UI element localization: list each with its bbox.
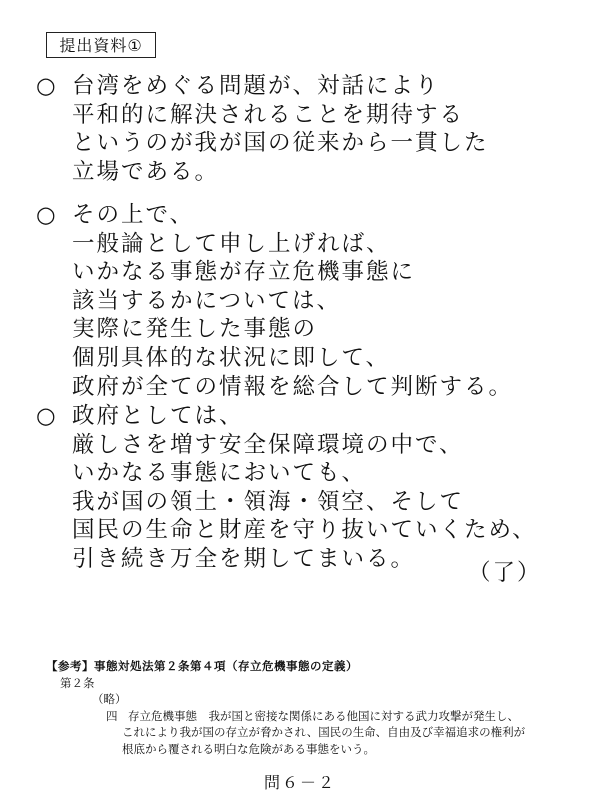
reference-item-line: 根底から覆される明白な危険がある事態をいう。 [122,741,375,756]
page-number: 問６－２ [263,773,336,792]
bullet-circle: ○ [36,202,58,228]
paragraph-line: 該当するかについては、 [72,287,342,314]
paragraph-line: というのが我が国の従来から一貫した [72,130,489,157]
paragraph-1 [36,72,576,186]
reference-omitted: （略） [92,692,127,706]
reference-section [46,658,566,757]
reference-article: 第２条 [60,675,95,690]
paragraph-line: 引き続き万全を期してまいる。 [72,545,416,572]
bullet-circle: ○ [36,73,58,99]
reference-item [46,708,566,725]
reference-item-number: 四 [106,708,118,723]
paragraph-line: 一般論として申し上げれば、 [72,230,391,257]
paragraph-line: 我が国の領土・領海・領空、そして [72,488,465,515]
paragraph-line: 台湾をめぐる問題が、対話により [72,73,440,99]
paragraph-line: いかなる事態においても、 [72,460,367,487]
reference-item-line: これにより我が国の存立が脅かされ、国民の生命、自由及び幸福追求の権利が [122,725,526,739]
end-mark: （了） [468,560,542,586]
paragraph-line: 国民の生命と財産を守り抜いていくため、 [72,517,537,544]
paragraph-line: 平和的に解決されることを期待する [72,101,465,128]
paragraph-3 [36,402,576,574]
paragraph-line: 政府が全ての情報を総合して判断する。 [72,373,514,400]
document-label: 提出資料① [46,32,156,58]
paragraph-line: いかなる事態が存立危機事態に [72,259,416,286]
paragraph-2 [36,201,576,401]
paragraph-line: 厳しさを増す安全保障環境の中で、 [72,431,464,458]
paragraph-line: 立場である。 [72,158,220,185]
paragraph-line: その上で、 [72,202,195,228]
bullet-circle: ○ [36,403,58,429]
paragraph-line: 実際に発生した事態の [72,316,318,343]
paragraph-line: 政府としては、 [72,403,244,429]
paragraph-line: 個別具体的な状況に即して、 [72,344,391,371]
reference-item-line: 存立危機事態 我が国と密接な関係にある他国に対する武力攻撃が発生し、 [128,708,519,723]
reference-title: 【参考】事態対処法第２条第４項（存立危機事態の定義） [46,659,358,673]
